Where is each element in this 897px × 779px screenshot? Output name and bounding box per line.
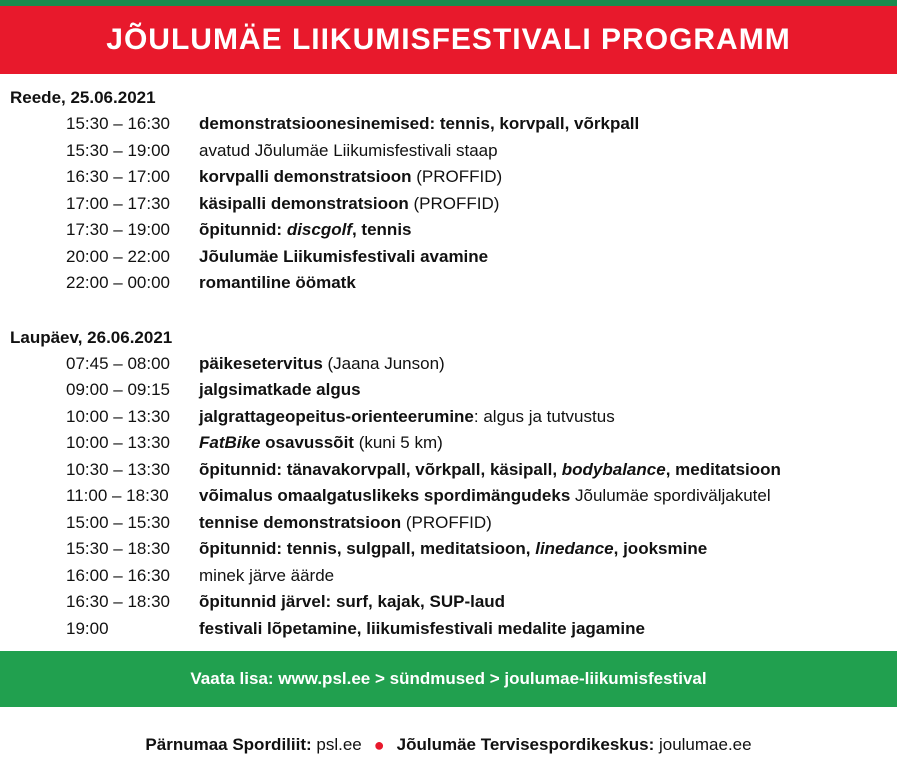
schedule-row [10, 589, 890, 616]
schedule-row [10, 483, 890, 510]
event-description [199, 457, 890, 484]
event-description [199, 138, 890, 165]
event-text: , jooksmine [613, 539, 708, 558]
event-description [199, 404, 890, 431]
event-text: , meditatsioon [665, 459, 781, 479]
event-description [199, 351, 890, 378]
page-title: JÕULUMÄE LIIKUMISFESTIVALI PROGRAMM [106, 23, 791, 56]
event-description [199, 377, 890, 404]
event-time: 16:00 – 16:30 [66, 565, 170, 585]
event-text: (PROFFID) [411, 167, 503, 186]
event-time: 22:00 – 00:00 [66, 273, 170, 292]
event-text: võimalus omaalgatuslikeks spordimängudeks [199, 486, 571, 505]
event-text: avatud Jõulumäe Liikumisfestivali staap [199, 140, 498, 160]
schedule-row [10, 536, 890, 563]
event-text: discgolf [286, 220, 352, 239]
event-description [199, 563, 890, 590]
event-time: 15:30 – 18:30 [66, 539, 170, 558]
event-text: demonstratsioonesinemised: tennis, korvpall, võrkpall [199, 114, 640, 133]
event-description [199, 510, 890, 537]
event-text: linedance [535, 539, 614, 558]
event-time: 16:30 – 18:30 [66, 592, 170, 611]
event-text: käsipalli demonstratsioon [199, 193, 409, 213]
event-time: 07:45 – 08:00 [66, 353, 170, 373]
contact-name-joulumae: Jõulumäe Tervisespordikeskus: [396, 735, 655, 754]
day-spacer [10, 297, 890, 324]
event-text: jalgsimatkade algus [199, 380, 361, 399]
schedule-row [10, 430, 890, 457]
event-text: (PROFFID) [408, 193, 500, 213]
event-time: 17:00 – 17:30 [66, 193, 170, 213]
event-time: 16:30 – 17:00 [66, 167, 170, 186]
day-heading: Laupäev, 26.06.2021 [10, 327, 173, 347]
contacts-line [0, 728, 897, 762]
event-text: festivali lõpetamine, liikumisfestivali medalite jagamine [199, 618, 645, 638]
event-time: 10:00 – 13:30 [66, 406, 170, 426]
event-description [199, 589, 890, 616]
schedule-row [10, 563, 890, 590]
event-text: romantiline öömatk [199, 273, 356, 292]
schedule-row [10, 217, 890, 244]
schedule-row [10, 457, 890, 484]
event-time: 10:00 – 13:30 [66, 433, 170, 452]
event-description [199, 244, 890, 271]
event-text: : algus ja tutvustus [473, 406, 615, 426]
schedule-row [10, 351, 890, 378]
event-description [199, 217, 890, 244]
event-description [199, 483, 890, 510]
event-text: (Jaana Junson) [322, 353, 445, 373]
schedule-row [10, 191, 890, 218]
event-description [199, 536, 890, 563]
schedule-row [10, 404, 890, 431]
event-text: minek järve äärde [199, 565, 335, 585]
event-description [199, 616, 890, 643]
event-time: 10:30 – 13:30 [66, 459, 170, 479]
event-description [199, 191, 890, 218]
event-text: õpitunnid järvel: surf, kajak, SUP-laud [199, 592, 506, 611]
contact-site-joulumae[interactable]: joulumae.ee [654, 735, 752, 754]
event-text: (kuni 5 km) [353, 433, 443, 452]
bullet-separator-icon: ● [373, 734, 385, 755]
day-heading: Reede, 25.06.2021 [10, 88, 156, 107]
contact-site-psl[interactable]: psl.ee [311, 735, 362, 754]
event-text: bodybalance [561, 459, 666, 479]
event-text: , tennis [351, 220, 412, 239]
schedule-row [10, 111, 890, 138]
schedule-row [10, 377, 890, 404]
event-time: 15:30 – 16:30 [66, 114, 170, 133]
schedule-row [10, 244, 890, 271]
schedule-row [10, 164, 890, 191]
event-description [199, 111, 890, 138]
event-time: 09:00 – 09:15 [66, 380, 170, 399]
more-info-bar [0, 651, 897, 707]
event-text: Jõulumäe Liikumisfestivali avamine [199, 246, 489, 266]
schedule-row [10, 510, 890, 537]
event-time: 17:30 – 19:00 [66, 220, 170, 239]
program-schedule [10, 84, 890, 642]
schedule-row [10, 616, 890, 643]
event-text: jalgrattageopeitus-orienteerumine [199, 406, 474, 426]
event-time: 19:00 [66, 618, 109, 638]
event-text: õpitunnid: tänavakorvpall, võrkpall, käsipall, [199, 459, 562, 479]
contact-name-psl: Pärnumaa Spordiliit: [145, 735, 312, 754]
header-banner [0, 6, 897, 74]
event-description [199, 430, 890, 457]
event-text: osavussõit [260, 433, 354, 452]
event-time: 11:00 – 18:30 [66, 486, 169, 505]
event-time: 15:00 – 15:30 [66, 512, 170, 532]
event-text: õpitunnid: tennis, sulgpall, meditatsioon, [199, 539, 536, 558]
event-text: Jõulumäe spordiväljakutel [570, 486, 771, 505]
event-text: korvpalli demonstratsioon [199, 167, 412, 186]
event-time: 20:00 – 22:00 [66, 246, 170, 266]
more-info-link[interactable]: Vaata lisa: www.psl.ee > sündmused > joulumae-liikumisfestival [190, 669, 707, 688]
schedule-row [10, 138, 890, 165]
event-text: õpitunnid: [199, 220, 287, 239]
schedule-row [10, 270, 890, 297]
event-text: tennise demonstratsioon [199, 512, 402, 532]
event-description [199, 270, 890, 297]
event-text: päikesetervitus [199, 353, 323, 373]
event-text: (PROFFID) [401, 512, 492, 532]
event-text: FatBike [199, 433, 261, 452]
event-time: 15:30 – 19:00 [66, 140, 170, 160]
event-description [199, 164, 890, 191]
